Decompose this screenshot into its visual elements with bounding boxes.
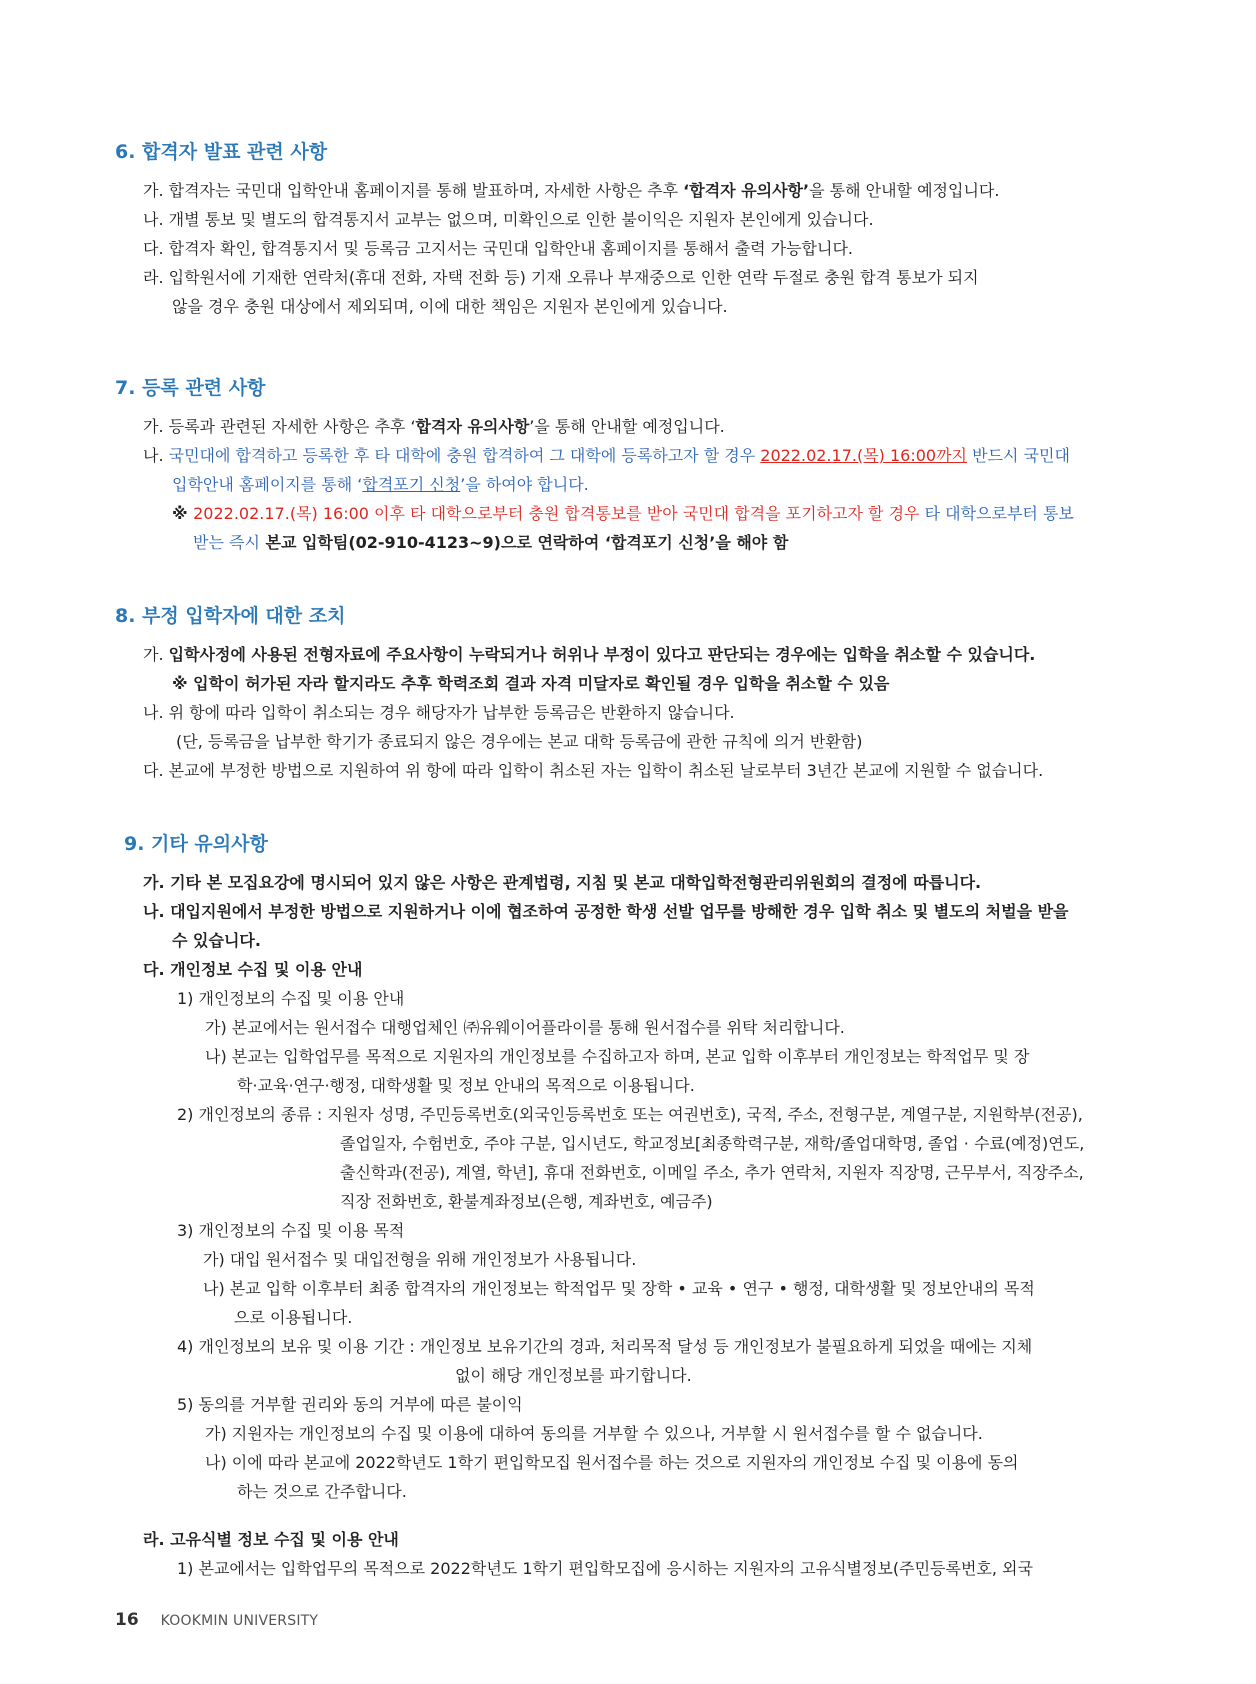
s6-item-na: 나. 개별 통보 및 별도의 합격통지서 교부는 없으며, 미확인으로 인한 불이익은 지원자 본인에게 있습니다. [143, 210, 874, 229]
s9-item-na-line1: 나. 대입지원에서 부정한 방법으로 지원하거나 이에 협조하여 공정한 학생 선발 업무를 방해한 경우 입학 취소 및 별도의 처벌을 받을 [143, 902, 1069, 921]
privacy-3: 3) 개인정보의 수집 및 이용 목적 [177, 1221, 405, 1240]
s6-item-ga: 가. 합격자는 국민대 입학안내 홈페이지를 통해 발표하며, 자세한 사항은 추후 ‘합격자 유의사항’을 통해 안내할 예정입니다. [143, 181, 1000, 200]
s9-item-ra: 라. 고유식별 정보 수집 및 이용 안내 [143, 1530, 399, 1549]
section-8-title: 8. 부정 입학자에 대한 조치 [115, 605, 346, 627]
section-6-title: 6. 합격자 발표 관련 사항 [115, 141, 328, 163]
university-name: KOOKMIN UNIVERSITY [160, 1613, 319, 1629]
s7-note-line2: 받는 즉시 본교 입학팀(02-910-4123~9)으로 연락하여 ‘합격포기 신청’을 해야 함 [193, 533, 789, 552]
page-footer [115, 1610, 318, 1630]
s9-item-na-line2: 수 있습니다. [172, 931, 261, 950]
privacy-5-na-line1: 나) 이에 따라 본교에 2022학년도 1학기 편입학모집 원서접수를 하는 것으로 지원자의 개인정보 수집 및 이용에 동의 [205, 1453, 1019, 1472]
s9-item-da: 다. 개인정보 수집 및 이용 안내 [143, 960, 363, 979]
privacy-1-na-line1: 나) 본교는 입학업무를 목적으로 지원자의 개인정보를 수집하고자 하며, 본교 입학 이후부터 개인정보는 학적업무 및 장 [205, 1047, 1030, 1066]
s6-item-ra-line1: 라. 입학원서에 기재한 연락처(휴대 전화, 자택 전화 등) 기재 오류나 부재중으로 인한 연락 두절로 충원 합격 통보가 되지 [143, 268, 979, 287]
s7-item-na-line1: 나. 국민대에 합격하고 등록한 후 타 대학에 충원 합격하여 그 대학에 등록하고자 할 경우 2022.02.17.(목) 16:00까지 반드시 국민대 [143, 446, 1070, 465]
privacy-5-ga: 가) 지원자는 개인정보의 수집 및 이용에 대하여 동의를 거부할 수 있으나, 거부할 시 원서접수를 할 수 없습니다. [205, 1424, 983, 1443]
s8-item-na-note: (단, 등록금을 납부한 학기가 종료되지 않은 경우에는 본교 대학 등록금에 관한 규칙에 의거 반환함) [176, 732, 863, 751]
s8-item-na: 나. 위 항에 따라 입학이 취소되는 경우 해당자가 납부한 등록금은 반환하지 않습니다. [143, 703, 735, 722]
privacy-2-line2: 졸업일자, 수험번호, 주야 구분, 입시년도, 학교정보[최종학력구분, 재학/졸업대학명, 졸업 · 수료(예정)연도, [340, 1134, 1085, 1153]
s9-item-ga: 가. 기타 본 모집요강에 명시되어 있지 않은 사항은 관계법령, 지침 및 본교 대학입학전형관리위원회의 결정에 따릅니다. [143, 873, 982, 892]
section-9-title: 9. 기타 유의사항 [124, 833, 268, 855]
privacy-2-line4: 직장 전화번호, 환불계좌정보(은행, 계좌번호, 예금주) [340, 1192, 713, 1211]
s8-item-ga: 가. 입학사정에 사용된 전형자료에 주요사항이 누락되거나 허위나 부정이 있다고 판단되는 경우에는 입학을 취소할 수 있습니다. [143, 645, 1036, 664]
s7-item-ga: 가. 등록과 관련된 자세한 사항은 추후 ‘합격자 유의사항’을 통해 안내할 예정입니다. [143, 417, 725, 436]
section-7-title: 7. 등록 관련 사항 [115, 377, 266, 399]
privacy-3-ga: 가) 대입 원서접수 및 대입전형을 위해 개인정보가 사용됩니다. [203, 1250, 637, 1269]
s8-item-ga-note: ※ 입학이 허가된 자라 할지라도 추후 학력조회 결과 자격 미달자로 확인될 경우 입학을 취소할 수 있음 [172, 674, 890, 693]
page-number: 16 [115, 1610, 139, 1630]
privacy-4-line2: 없이 해당 개인정보를 파기합니다. [455, 1366, 692, 1385]
privacy-1-na-line2: 학·교육·연구·행정, 대학생활 및 정보 안내의 목적으로 이용됩니다. [237, 1076, 695, 1095]
s6-item-ra-line2: 않을 경우 충원 대상에서 제외되며, 이에 대한 책임은 지원자 본인에게 있습니다. [172, 297, 728, 316]
privacy-4-line1: 4) 개인정보의 보유 및 이용 기간 : 개인정보 보유기간의 경과, 처리목적 달성 등 개인정보가 불필요하게 되었을 때에는 지체 [177, 1337, 1033, 1356]
unique-id-1: 1) 본교에서는 입학업무의 목적으로 2022학년도 1학기 편입학모집에 응시하는 지원자의 고유식별정보(주민등록번호, 외국 [177, 1559, 1033, 1578]
privacy-2-line1: 2) 개인정보의 종류 : 지원자 성명, 주민등록번호(외국인등록번호 또는 여권번호), 국적, 주소, 전형구분, 계열구분, 지원학부(전공), [177, 1105, 1083, 1124]
privacy-1: 1) 개인정보의 수집 및 이용 안내 [177, 989, 405, 1008]
s7-item-na-line2: 입학안내 홈페이지를 통해 ‘합격포기 신청’을 하여야 합니다. [172, 475, 589, 494]
s7-note-line1: ※ 2022.02.17.(목) 16:00 이후 타 대학으로부터 충원 합격통보를 받아 국민대 합격을 포기하고자 할 경우 타 대학으로부터 통보 [172, 504, 1074, 523]
privacy-3-na-line2: 으로 이용됩니다. [234, 1308, 353, 1327]
privacy-5: 5) 동의를 거부할 권리와 동의 거부에 따른 불이익 [177, 1395, 523, 1414]
s8-item-da: 다. 본교에 부정한 방법으로 지원하여 위 항에 따라 입학이 취소된 자는 입학이 취소된 날로부터 3년간 본교에 지원할 수 없습니다. [143, 761, 1044, 780]
privacy-5-na-line2: 하는 것으로 간주합니다. [237, 1482, 407, 1501]
privacy-3-na-line1: 나) 본교 입학 이후부터 최종 합격자의 개인정보는 학적업무 및 장학 • 교육 • 연구 • 행정, 대학생활 및 정보안내의 목적 [203, 1279, 1035, 1298]
s6-item-da: 다. 합격자 확인, 합격통지서 및 등록금 고지서는 국민대 입학안내 홈페이지를 통해서 출력 가능합니다. [143, 239, 853, 258]
privacy-1-ga: 가) 본교에서는 원서접수 대행업체인 ㈜유웨이어플라이를 통해 원서접수를 위탁 처리합니다. [205, 1018, 845, 1037]
privacy-2-line3: 출신학과(전공), 계열, 학년], 휴대 전화번호, 이메일 주소, 추가 연락처, 지원자 직장명, 근무부서, 직장주소, [340, 1163, 1084, 1182]
